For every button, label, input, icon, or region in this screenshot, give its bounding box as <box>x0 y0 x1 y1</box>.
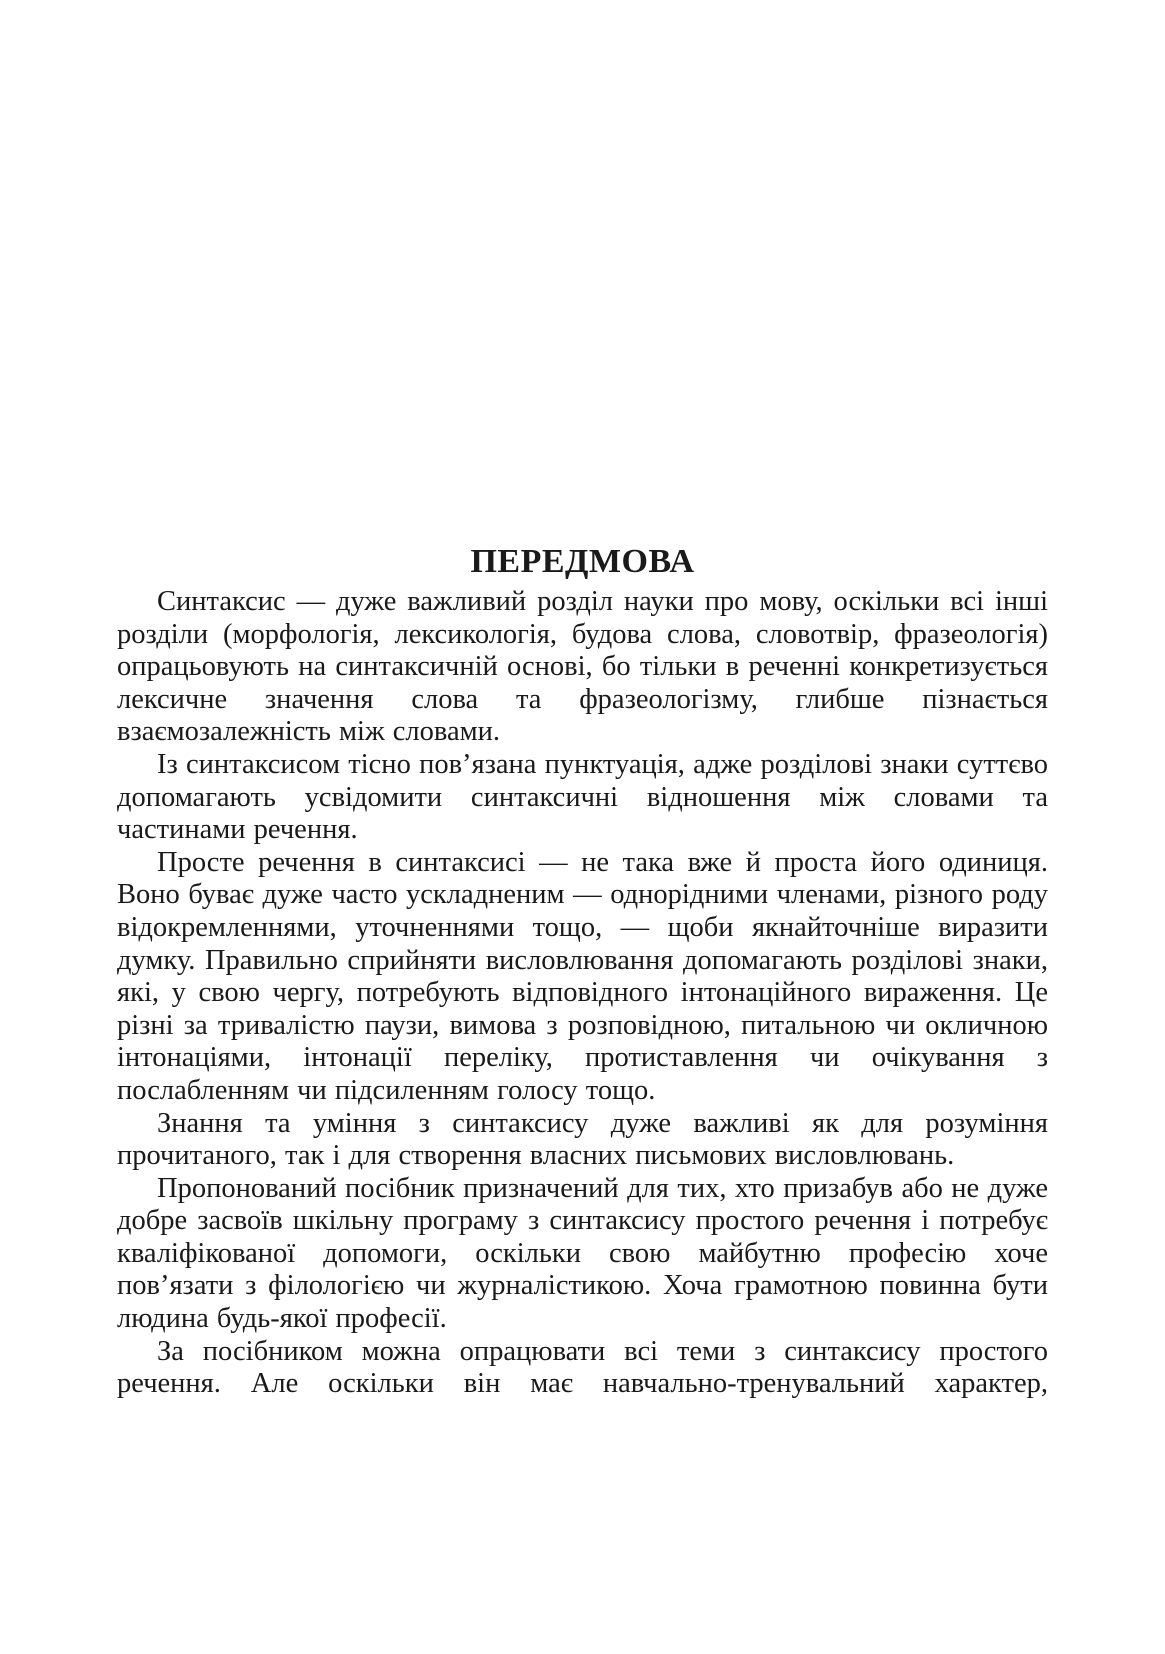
paragraph: Синтаксис — дуже важливий розділ науки про мову, оскільки всі інші розділи (морфологія, лексикологія, будова слова, словотвір, фразеологія) опрацьовують на синтаксичній основі, бо тільки в реченні конкретизується лексичне значення слова та фразеологізму, глибше пізнається взаємозалежність між словами. <box>117 586 1048 748</box>
paragraph: Пропонований посібник призначений для тих, хто призабув або не дуже добре засвоїв шкільну програму з синтаксису простого речення і потребує кваліфікованої допомоги, оскільки свою майбутню професію хоче пов’язати з філологією чи журналістикою. Хоча грамотною повинна бути людина будь-якої професії. <box>117 1172 1048 1335</box>
paragraph: Із синтаксисом тісно пов’язана пунктуація, адже розділові знаки суттєво допомагають усвідомити синтаксичні відношення між словами та частинами речення. <box>117 748 1048 846</box>
preface-section <box>117 540 1048 1401</box>
paragraph-continued: За посібником можна опрацювати всі теми з синтаксису простого речення. Але оскільки він має навчально-тренувальний характер, <box>117 1335 1048 1400</box>
paragraph: Знання та уміння з синтаксису дуже важливі як для розуміння прочитаного, так і для створення власних письмових висловлювань. <box>117 1107 1048 1172</box>
paragraph: Просте речення в синтаксисі — не така вже й проста його одиниця. Воно буває дуже часто ускладненим — однорідними членами, різного роду відокремленнями, уточненнями тощо, — щоби якнайточніше виразити думку. Правильно сприйняти висловлювання допомагають розділові знаки, які, у свою чергу, потребують відповідного інтонаційного вираження. Це різні за тривалістю паузи, вимова з розповідною, питальною чи окличною інтонаціями, інтонації переліку, протиставлення чи очікування з послабленням чи підсиленням голосу тощо. <box>117 846 1048 1106</box>
page-title: ПЕРЕДМОВА <box>470 543 695 580</box>
